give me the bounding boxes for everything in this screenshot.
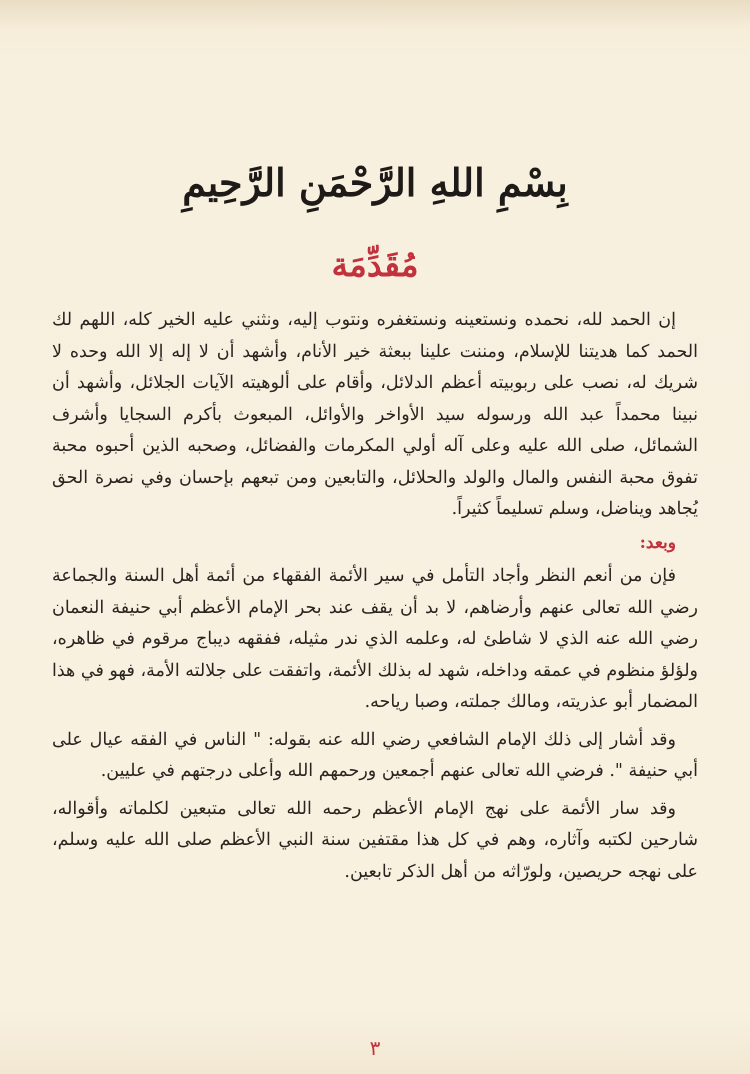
paragraph-shafii-quote: وقد أشار إلى ذلك الإمام الشافعي رضي الله عنه بقوله: " الناس في الفقه عيال على أبي حنيفة ". فرضي الله تعالى عنهم أجمعين ورحمهم الله وأعلى درجتهم في عليين. [52, 729, 698, 781]
page-title: مُقَدِّمَة [331, 245, 419, 284]
paragraph-imams-path: وقد سار الأئمة على نهج الإمام الأعظم رحمه الله تعالى متبعين لكلماته وأقواله، شارحين لكتبه وآثاره، وهم في كل هذا مقتفين سنة النبي الأعظم صلى الله عليه وسلم، على نهجه حريصين، ولورّاثه من أهل الذكر تابعين. [52, 798, 698, 882]
paragraph-abu-hanifa: فإن من أنعم النظر وأجاد التأمل في سير الأئمة الفقهاء من أئمة أهل السنة والجماعة رضي الله تعالى عنهم وأرضاهم، لا بد أن يقف عند بحر الإمام الأعظم أبي حنيفة النعمان رضي الله عنه الذي لا شاطئ له، وعلمه الذي ندر مثيله، ففقهه ديباج مرقوم في ظاهره، ولؤلؤ منظوم في عمقه وداخله، شهد له بذلك الأئمة، واتفقت على جلالته الأمة، فهو في هذا المضمار أبو عذريته، ومالك جملته، وصبا رياحه. [52, 566, 698, 712]
basmala: بِسْمِ اللهِ الرَّحْمَنِ الرَّحِيمِ [182, 160, 568, 205]
paragraph-intro: إن الحمد لله، نحمده ونستعينه ونستغفره ونتوب إليه، ونثني عليه الخير كله، اللهم لك الحمد كما هديتنا للإسلام، ومننت علينا ببعثة خير الأنام، وأشهد أن لا إله إلا الله وحده لا شريك له، نصب على ربوبيته أعظم الدلائل، وأقام على ألوهيته الآيات الجلائل، وأشهد أن نبينا محمداً عبد الله ورسوله سيد الأواخر والأوائل، المبعوث بأكرم السجايا وأشرف الشمائل، صلى الله عليه وعلى آله أولي المكرمات والفضائل، وصحبه الذين أحبوه محبة تفوق محبة النفس والمال والولد والحلائل، والتابعين ومن تبعهم بإحسان وفي نصرة الحق يُجاهد ويناضل، وسلم تسليماً كثيراً. [52, 310, 698, 519]
page-edge-shadow [0, 0, 750, 28]
page-number: ٣ [369, 1036, 381, 1060]
main-text [52, 305, 698, 888]
subheading-wa-bad: وبعد: [639, 532, 676, 553]
